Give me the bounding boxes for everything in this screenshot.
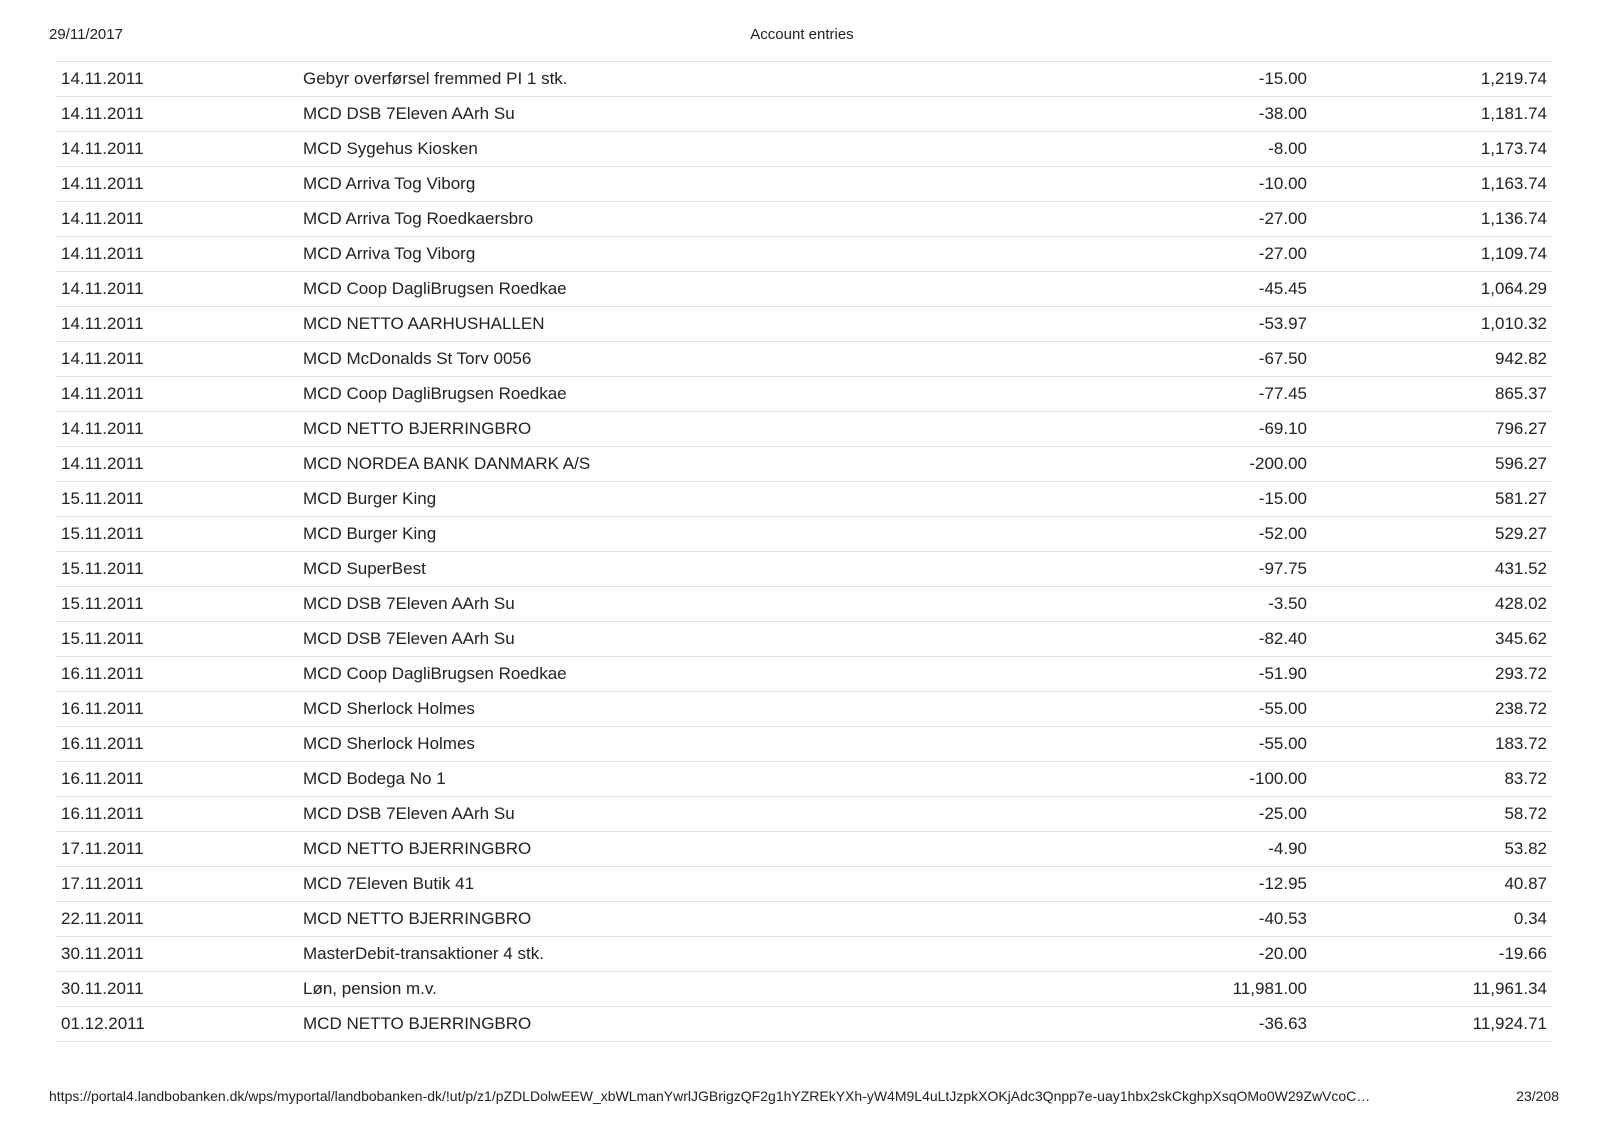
table-row <box>55 727 1553 762</box>
entry-amount: -15.00 <box>1258 69 1307 88</box>
entry-text: MCD DSB 7Eleven AArh Su <box>303 804 515 823</box>
entry-text: MCD Coop DagliBrugsen Roedkae <box>303 384 567 403</box>
table-row <box>55 167 1553 202</box>
print-footer <box>49 1088 1559 1108</box>
table-row <box>55 902 1553 937</box>
entry-balance: 1,181.74 <box>1480 104 1547 123</box>
table-row <box>55 97 1553 132</box>
entry-balance: 1,136.74 <box>1480 209 1547 228</box>
entry-balance: 345.62 <box>1495 629 1547 648</box>
entry-amount: -20.00 <box>1258 944 1307 963</box>
entry-text: MasterDebit-transaktioner 4 stk. <box>303 944 544 963</box>
entry-balance: 293.72 <box>1495 664 1547 683</box>
entry-amount: -27.00 <box>1258 244 1307 263</box>
entry-date: 14.11.2011 <box>61 349 144 368</box>
entry-amount: -100.00 <box>1249 769 1307 788</box>
entry-text: MCD DSB 7Eleven AArh Su <box>303 594 515 613</box>
table-row <box>55 482 1553 517</box>
table-row <box>55 657 1553 692</box>
entry-text: MCD McDonalds St Torv 0056 <box>303 349 532 368</box>
entry-text: MCD Sygehus Kiosken <box>303 139 478 158</box>
entry-balance: 238.72 <box>1495 699 1547 718</box>
table-row <box>55 937 1553 972</box>
entry-date: 16.11.2011 <box>61 664 144 683</box>
table-row <box>55 447 1553 482</box>
entry-amount: -25.00 <box>1258 804 1307 823</box>
entry-balance: 53.82 <box>1504 839 1547 858</box>
entry-balance: 796.27 <box>1495 419 1547 438</box>
entry-text: MCD Arriva Tog Viborg <box>303 244 476 263</box>
entry-amount: -15.00 <box>1258 489 1307 508</box>
table-row <box>55 237 1553 272</box>
entry-balance: 942.82 <box>1495 349 1547 368</box>
entry-text: MCD DSB 7Eleven AArh Su <box>303 629 515 648</box>
entry-balance: 1,064.29 <box>1480 279 1547 298</box>
table-row <box>55 972 1553 1007</box>
table-row <box>55 412 1553 447</box>
entry-date: 16.11.2011 <box>61 769 144 788</box>
entry-balance: 431.52 <box>1495 559 1547 578</box>
entry-date: 30.11.2011 <box>61 944 144 963</box>
entry-text: MCD NETTO BJERRINGBRO <box>303 909 532 928</box>
entry-amount: 11,981.00 <box>1232 979 1307 998</box>
page-title: Account entries <box>750 26 854 43</box>
entry-date: 15.11.2011 <box>61 524 144 543</box>
entry-balance: 183.72 <box>1495 734 1547 753</box>
entry-date: 14.11.2011 <box>61 384 144 403</box>
entry-amount: -36.63 <box>1258 1014 1307 1033</box>
table-row <box>55 62 1553 97</box>
entry-text: MCD Sherlock Holmes <box>303 734 475 753</box>
table-row <box>55 377 1553 412</box>
entry-amount: -40.53 <box>1258 909 1307 928</box>
table-row <box>55 692 1553 727</box>
entry-text: MCD NETTO BJERRINGBRO <box>303 419 532 438</box>
entry-balance: 1,163.74 <box>1480 174 1547 193</box>
table-row <box>55 552 1553 587</box>
table-row <box>55 342 1553 377</box>
entry-text: MCD SuperBest <box>303 559 426 578</box>
entry-balance: 1,173.74 <box>1480 139 1547 158</box>
entry-date: 15.11.2011 <box>61 594 144 613</box>
entry-amount: -67.50 <box>1258 349 1307 368</box>
account-entries-table <box>55 61 1553 1042</box>
entry-balance: 83.72 <box>1504 769 1547 788</box>
entry-balance: 865.37 <box>1495 384 1547 403</box>
entry-balance: 1,219.74 <box>1480 69 1547 88</box>
entry-date: 15.11.2011 <box>61 559 144 578</box>
entry-amount: -77.45 <box>1258 384 1307 403</box>
entry-date: 14.11.2011 <box>61 69 144 88</box>
table-row <box>55 762 1553 797</box>
entry-date: 30.11.2011 <box>61 979 144 998</box>
entry-date: 14.11.2011 <box>61 279 144 298</box>
table-row <box>55 587 1553 622</box>
entry-amount: -69.10 <box>1258 419 1307 438</box>
entry-date: 16.11.2011 <box>61 804 144 823</box>
table-row <box>55 832 1553 867</box>
entry-balance: 428.02 <box>1495 594 1547 613</box>
entry-amount: -45.45 <box>1258 279 1307 298</box>
entry-text: MCD Sherlock Holmes <box>303 699 475 718</box>
entry-amount: -12.95 <box>1258 874 1307 893</box>
entry-balance: 581.27 <box>1495 489 1547 508</box>
entry-date: 14.11.2011 <box>61 419 144 438</box>
entry-text: MCD Coop DagliBrugsen Roedkae <box>303 279 567 298</box>
entry-date: 16.11.2011 <box>61 734 144 753</box>
entry-text: MCD NORDEA BANK DANMARK A/S <box>303 454 591 473</box>
entry-date: 01.12.2011 <box>61 1014 145 1033</box>
table-row <box>55 797 1553 832</box>
entry-text: Løn, pension m.v. <box>303 979 437 998</box>
entry-amount: -3.50 <box>1268 594 1307 613</box>
table-row <box>55 272 1553 307</box>
entry-text: MCD Bodega No 1 <box>303 769 446 788</box>
entry-date: 17.11.2011 <box>61 839 144 858</box>
entry-amount: -52.00 <box>1258 524 1307 543</box>
table-row <box>55 517 1553 552</box>
entry-text: MCD Arriva Tog Roedkaersbro <box>303 209 534 228</box>
entry-balance: 11,924.71 <box>1472 1014 1547 1033</box>
entry-amount: -51.90 <box>1258 664 1307 683</box>
entry-balance: 0.34 <box>1513 909 1547 928</box>
page-url: https://portal4.landbobanken.dk/wps/myportal/landbobanken-dk/!ut/p/z1/pZDLDolwEEW_xbWLmanYwrlJGBrigzQF2g1hYZREkYXh-yW4M9L4uLtJzpkXOKjAdc3Qnpp7e-uay1hbx2skCkghpXsqOMo0W29ZwVcoC… <box>49 1088 1371 1104</box>
entry-balance: 596.27 <box>1495 454 1547 473</box>
entry-text: MCD Burger King <box>303 524 437 543</box>
entry-text: MCD 7Eleven Butik 41 <box>303 874 475 893</box>
entry-date: 22.11.2011 <box>61 909 144 928</box>
entry-text: MCD NETTO AARHUSHALLEN <box>303 314 545 333</box>
entry-amount: -8.00 <box>1268 139 1307 158</box>
entry-balance: 529.27 <box>1495 524 1547 543</box>
entry-amount: -27.00 <box>1258 209 1307 228</box>
entry-date: 14.11.2011 <box>61 139 144 158</box>
table-row <box>55 202 1553 237</box>
entry-amount: -200.00 <box>1249 454 1307 473</box>
entry-date: 17.11.2011 <box>61 874 144 893</box>
table-row <box>55 622 1553 657</box>
entry-amount: -55.00 <box>1258 734 1307 753</box>
table-row <box>55 867 1553 902</box>
entry-date: 14.11.2011 <box>61 174 144 193</box>
entry-balance: 1,109.74 <box>1480 244 1547 263</box>
entry-balance: 11,961.34 <box>1472 979 1547 998</box>
entry-amount: -82.40 <box>1258 629 1307 648</box>
table-row <box>55 307 1553 342</box>
page-number: 23/208 <box>1516 1088 1559 1104</box>
entry-date: 14.11.2011 <box>61 244 144 263</box>
entry-text: MCD DSB 7Eleven AArh Su <box>303 104 515 123</box>
entry-text: Gebyr overførsel fremmed PI 1 stk. <box>303 69 568 88</box>
entry-date: 15.11.2011 <box>61 629 144 648</box>
entry-date: 14.11.2011 <box>61 104 144 123</box>
entry-amount: -53.97 <box>1258 314 1307 333</box>
entry-amount: -38.00 <box>1258 104 1307 123</box>
entry-balance: 40.87 <box>1504 874 1547 893</box>
entry-amount: -97.75 <box>1258 559 1307 578</box>
entry-date: 15.11.2011 <box>61 489 144 508</box>
entry-amount: -4.90 <box>1268 839 1307 858</box>
entry-balance: 1,010.32 <box>1480 314 1547 333</box>
entry-amount: -10.00 <box>1258 174 1307 193</box>
print-header <box>49 26 1555 48</box>
entry-date: 14.11.2011 <box>61 314 144 333</box>
entry-date: 16.11.2011 <box>61 699 144 718</box>
table-row <box>55 132 1553 167</box>
entry-text: MCD Arriva Tog Viborg <box>303 174 476 193</box>
entry-date: 14.11.2011 <box>61 209 144 228</box>
entry-text: MCD Burger King <box>303 489 437 508</box>
entry-balance: 58.72 <box>1504 804 1547 823</box>
entry-date: 14.11.2011 <box>61 454 144 473</box>
entry-text: MCD NETTO BJERRINGBRO <box>303 839 532 858</box>
table-row <box>55 1007 1553 1042</box>
entry-text: MCD Coop DagliBrugsen Roedkae <box>303 664 567 683</box>
entry-amount: -55.00 <box>1258 699 1307 718</box>
entry-balance: -19.66 <box>1498 944 1547 963</box>
print-date: 29/11/2017 <box>49 26 123 43</box>
entry-text: MCD NETTO BJERRINGBRO <box>303 1014 532 1033</box>
